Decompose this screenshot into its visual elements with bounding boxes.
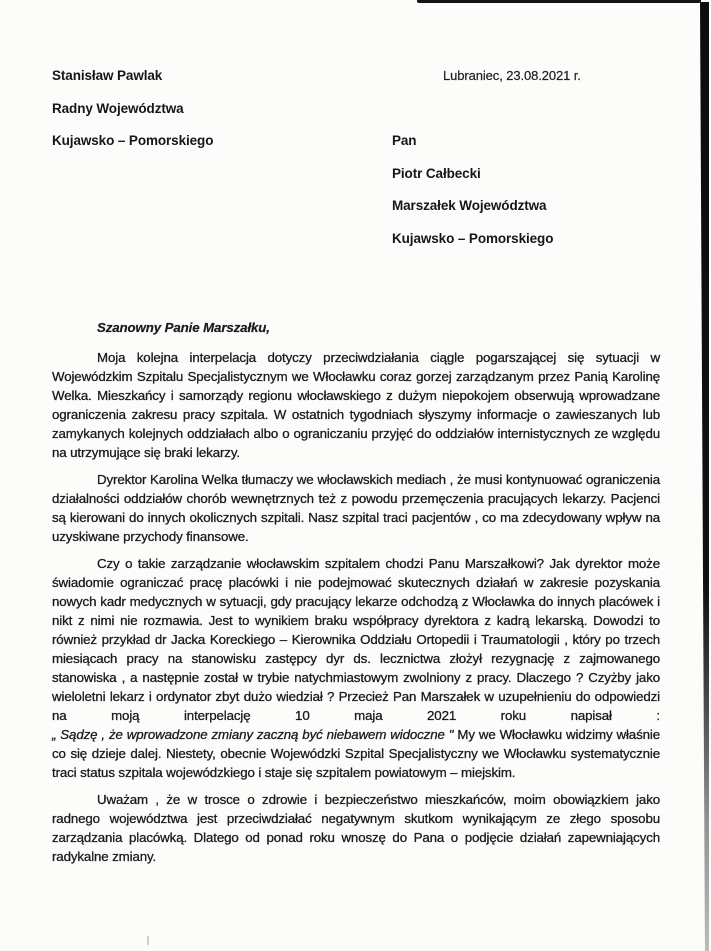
paragraph-2: Dyrektor Karolina Welka tłumaczy we włocławskich mediach , że musi kontynuować ograniczenia działalności oddziałów chorób wewnętrznych też z powodu przemęczenia pracujących lekarzy. Pacjenci są kierowani do innych okolicznych szpitali. Nasz szpital traci pacjentów , co ma zdecydowany wpływ na uzyskiwane przychody finansowe. [52,472,660,544]
paragraph-1: Moja kolejna interpelacja dotyczy przeciwdziałania ciągle pogarszającej się sytuacji w Wojewódzkim Szpitalu Specjalistycznym we Włocławku coraz gorzej zarządzanym przez Panią Karolinę Welka. Mieszkańcy i samorządy regionu włocławskiego z dużym niepokojem obserwują wprowadzane ograniczenia zakresu pracy szpitala. W ostatnich tygodniach słyszymy informacje o zawieszanych lub zamykanych kolejnych oddziałach albo o ograniczaniu przyjęć do oddziałów internistycznych ze względu na utrzymujące się braki lekarzy. [52,350,660,460]
paragraph-3-after-quote: My we Włocławku widzimy właśnie co się dzieje dalej. Niestety, obecnie Wojewódzki Szpital Specjalistyczny we Włocławku systematycznie traci status szpitala wojewódzkiego i staje się szpitalem powiatowym – miejskim. [52,727,660,780]
recipient-block [392,125,553,255]
place-date: Lubraniec, 23.08.2021 r. [443,68,581,83]
quoted-reply-text: „ Sądzę , że wprowadzone zmiany zaczną być niebawem widoczne " [52,727,454,742]
paragraph-3 [52,554,660,782]
sender-name: Stanisław Pawlak [52,68,163,83]
letter-body [52,318,660,866]
sender-title: Radny Województwa [52,100,184,116]
recipient-name: Piotr Całbecki [392,165,481,181]
sender-region: Kujawsko – Pomorskiego [52,133,214,148]
paragraph-3-continuation [52,725,660,782]
scan-right-edge-artifact [700,2,709,951]
paragraph-4: Uważam , że w trosce o zdrowie i bezpieczeństwo mieszkańców, moim obowiązkiem jako radnego województwa jest przeciwdziałać negatywnym skutkom wynikającym ze złego sposobu zarządzania placówką. Dlatego od ponad roku wnoszę do Pana o podjęcie działań zapewniających radykalne zmiany. [52,792,660,864]
greeting: Szanowny Panie Marszałku, [97,320,270,335]
sender-block [52,60,213,158]
scan-smudge-mark [147,936,149,945]
scan-top-edge-artifact [417,0,701,3]
paragraph-3-text: Czy o takie zarządzanie włocławskim szpitalem chodzi Panu Marszałkowi? Jak dyrektor może świadomie ograniczać pracę placówki i nie podejmować skutecznych działań w zakresie pozyskania nowych kadr medycznych w sytuacji, gdy pracujący lekarze odchodzą z Włocławka do innych placówek i nikt z nimi nie rozmawia. Jest to wynikiem braku współpracy dyrektora z kadrą lekarską. Dowodzi to również przykład dr Jacka Koreckiego – Kierownika Oddziału Ortopedii i Traumatologii , który po trzech miesiącach pracy na stanowisku zastępcy dyr ds. lecznictwa złożył rezygnację z zajmowanego stanowiska , a następnie został w trybie natychmiastowym zwolniony z pracy. Dlaczego ? Czyżby jako wieloletni lekarz i ordynator zbyt dużo wiedział ? Przecież Pan Marszałek w uzupełnieniu do odpowiedzi na moją interpelację 10 maja 2021 roku napisał : [52,556,660,723]
recipient-form: Pan [392,133,417,148]
recipient-title: Marszałek Województwa [392,198,547,213]
recipient-region: Kujawsko – Pomorskiego [392,230,554,246]
